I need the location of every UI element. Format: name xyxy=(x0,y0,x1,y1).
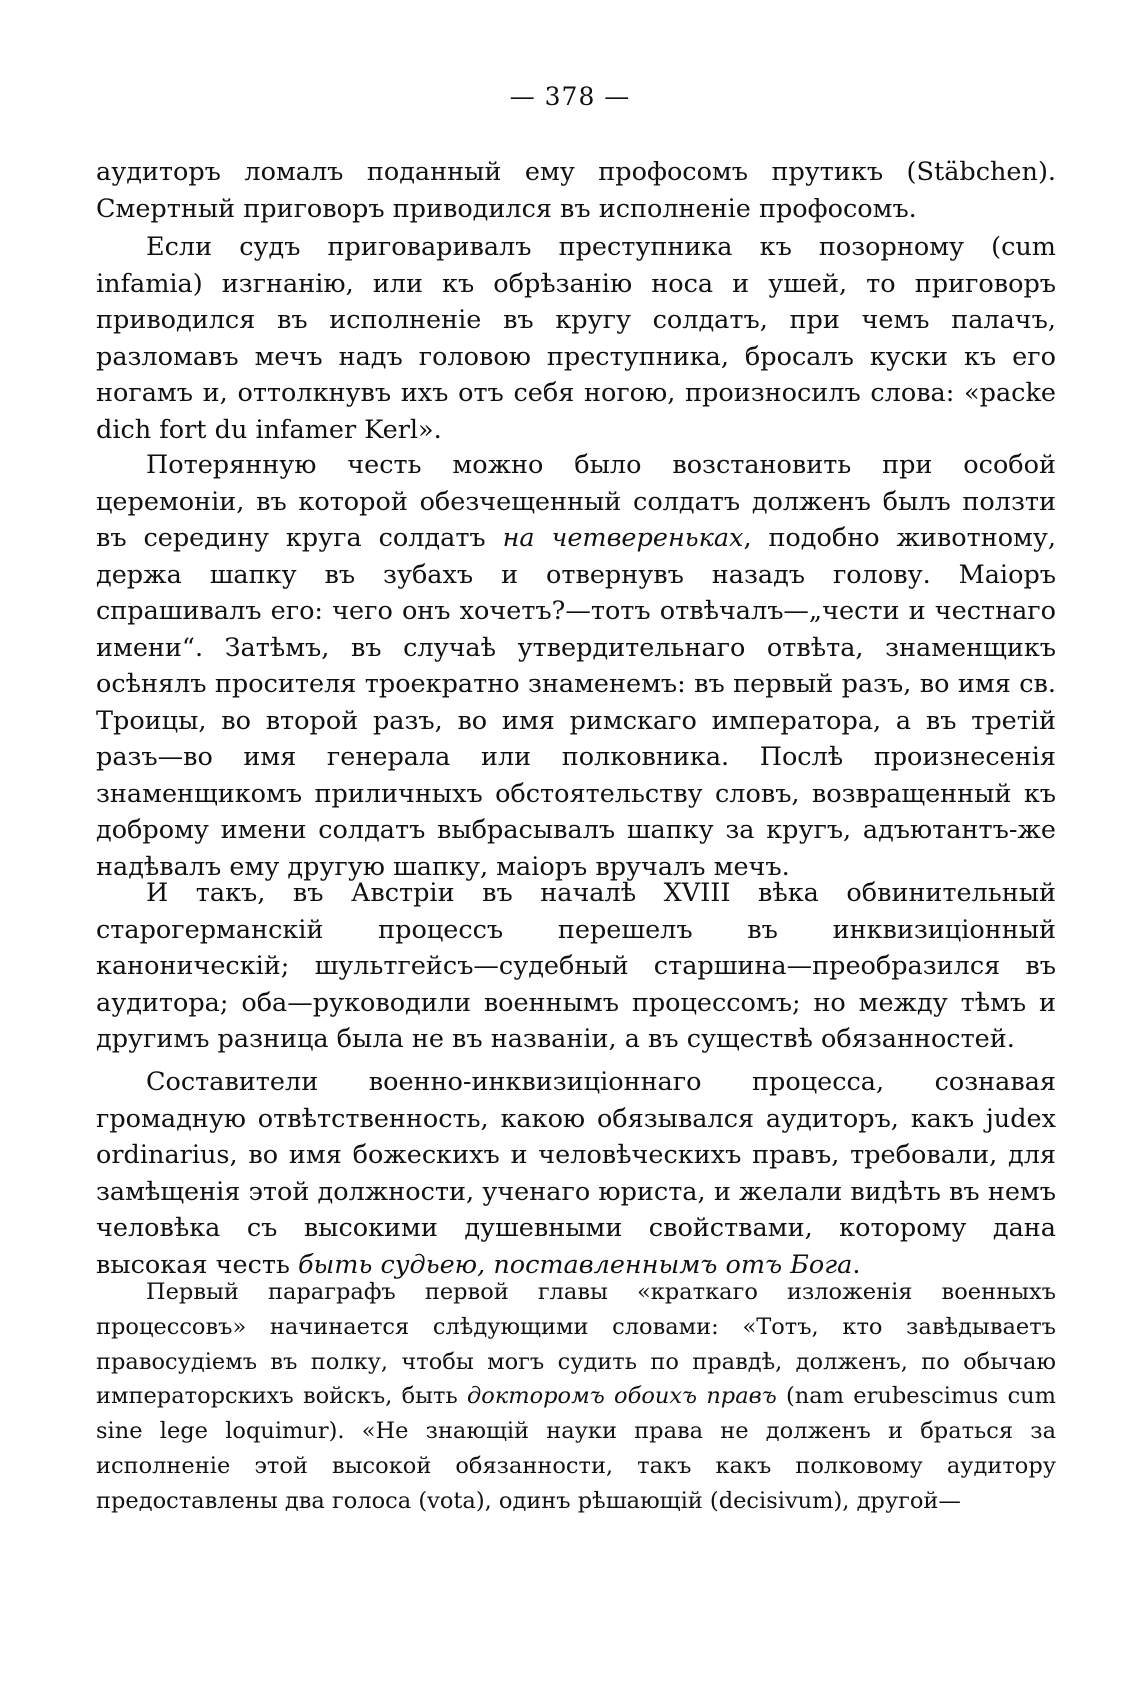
paragraph-text: аудиторъ ломалъ поданный ему профосомъ прутикъ (Stäbchen). Смертный приговоръ приводился въ исполненіе профосомъ. xyxy=(96,157,1056,224)
paragraph-text xyxy=(96,1275,1056,1519)
paragraph-3 xyxy=(96,447,1056,885)
paragraph-text: Если судъ приговаривалъ преступника къ позорному (cum infamia) изгнанію, или къ обрѣзанію носа и ушей, то приговоръ приводился въ исполненіе въ кругу солдатъ, при чемъ палачъ, разломавъ мечъ надъ головою преступника, бросалъ куски къ его ногамъ и, оттолкнувъ ихъ отъ себя ногою, произносилъ слова: «packe dich fort du infamer Kerl». xyxy=(96,232,1056,445)
italic-phrase: докторомъ обоихъ правъ xyxy=(467,1383,777,1410)
paragraph-text-part: . xyxy=(852,1249,861,1280)
page-number: — 378 — xyxy=(509,82,631,111)
paragraph-text: И такъ, въ Австріи въ началѣ XVIII вѣка обвинительный старогерманскій процессъ перешелъ въ инквизиціонный каноническій; шультгейсъ—судебный старшина—преобразился въ аудитора; оба—руководили военнымъ процессомъ; но между тѣмъ и другимъ разница была не въ названіи, а въ существѣ обязанностей. xyxy=(96,878,1056,1054)
paragraph-text xyxy=(96,447,1056,885)
italic-phrase: на четвереньках xyxy=(502,523,744,553)
paragraph-5 xyxy=(96,1064,1056,1283)
paragraph-text-part: (nam erubescimus cum sine lege loquimur). «Не знающій науки права не долженъ и браться за исполненіе этой высокой обязанности, такъ какъ полковому аудитору предоставлены два голоса (vota), одинъ рѣшающій (decisivum), другой— xyxy=(96,1383,1056,1514)
paragraph-4 xyxy=(96,875,1056,1058)
paragraph-text-part: Первый параграфъ первой главы «краткаго изложенія военныхъ процессовъ» начинается слѣдующими словами: «Тотъ, кто завѣдываетъ правосудіемъ въ полку, чтобы могъ судить по правдѣ, долженъ, по обычаю императорскихъ войскъ, быть xyxy=(96,1279,1056,1410)
paragraph-6-quotation xyxy=(96,1275,1056,1519)
paragraph-2 xyxy=(96,229,1056,448)
paragraph-text-part: Потерянную честь можно было возстановить при особой церемоніи, въ которой обезчещенный солдатъ долженъ былъ ползти въ середину круга солдатъ xyxy=(96,450,1056,553)
paragraph-text-part: , подобно животному, держа шапку въ зубахъ и отвернувъ назадъ голову. Маіоръ спрашивалъ его: чего онъ хочетъ?—тотъ отвѣчалъ—„чести и честнаго имени“. Затѣмъ, въ случаѣ утвердительнаго отвѣта, знаменщикъ осѣнялъ просителя троекратно знаменемъ: въ первый разъ, во имя св. Троицы, во второй разъ, во имя римскаго императора, а въ третій разъ—во имя генерала или полковника. Послѣ произнесенія знаменщикомъ приличныхъ обстоятельству словъ, возвращенный къ доброму имени солдатъ выбрасывалъ шапку за кругъ, адъютантъ-же надѣвалъ ему другую шапку, маіоръ вручалъ мечъ. xyxy=(96,523,1057,882)
italic-phrase: быть судьею, поставленнымъ отъ Бога xyxy=(297,1249,853,1280)
paragraph-text-part: Составители военно-инквизиціоннаго процесса, сознавая громадную отвѣтственность, какою обязывался аудиторъ, какъ judex ordinarius, во имя божескихъ и человѣческихъ правъ, требовали, для замѣщенія этой должности, ученаго юриста, и желали видѣть въ немъ человѣка съ высокими душевными свойствами, которому дана высокая честь xyxy=(96,1067,1056,1280)
paragraph-1 xyxy=(96,154,1056,227)
paragraph-text xyxy=(96,1064,1056,1283)
